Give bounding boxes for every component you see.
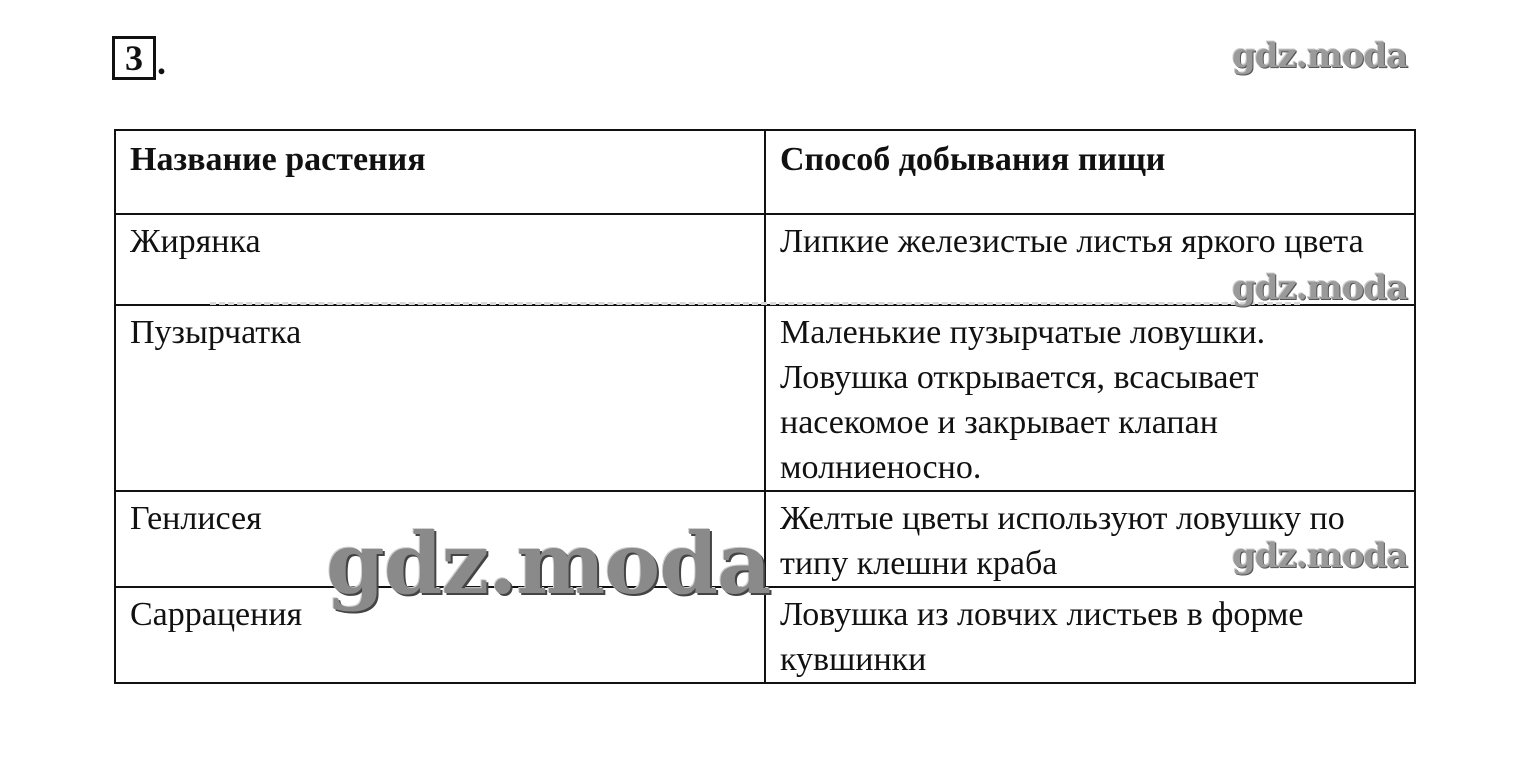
table-header-row <box>115 130 1415 214</box>
cell-method: Маленькие пузырчатые ловушки. Ловушка открывается, всасывает насекомое и закрывает клапан молниеносно. <box>765 305 1415 491</box>
table-row <box>115 491 1415 587</box>
cell-plant: Генлисея <box>115 491 765 587</box>
table-row <box>115 214 1415 305</box>
header-feeding-method: Способ добывания пищи <box>765 130 1415 214</box>
cell-plant: Жирянка <box>115 214 765 305</box>
cell-plant: Саррацения <box>115 587 765 683</box>
cell-method: Ловушка из ловчих листьев в форме кувшинки <box>765 587 1415 683</box>
task-number-box: 3 <box>112 36 156 80</box>
watermark-logo: gdz.moda <box>1232 268 1408 308</box>
header-plant-name: Название растения <box>115 130 765 214</box>
watermark-logo: gdz.moda <box>1232 536 1408 576</box>
table-row <box>115 587 1415 683</box>
task-number <box>112 36 166 80</box>
table-row <box>115 305 1415 491</box>
answer-table <box>114 129 1416 684</box>
watermark-logo: gdz.moda <box>326 514 771 613</box>
watermark-logo: gdz.moda <box>1232 36 1408 76</box>
cell-method: Желтые цветы используют ловушку по типу клешни краба <box>765 491 1415 587</box>
cell-plant: Пузырчатка <box>115 305 765 491</box>
task-number-dot: . <box>157 42 166 82</box>
cell-method: Липкие железистые листья яркого цвета <box>765 214 1415 305</box>
